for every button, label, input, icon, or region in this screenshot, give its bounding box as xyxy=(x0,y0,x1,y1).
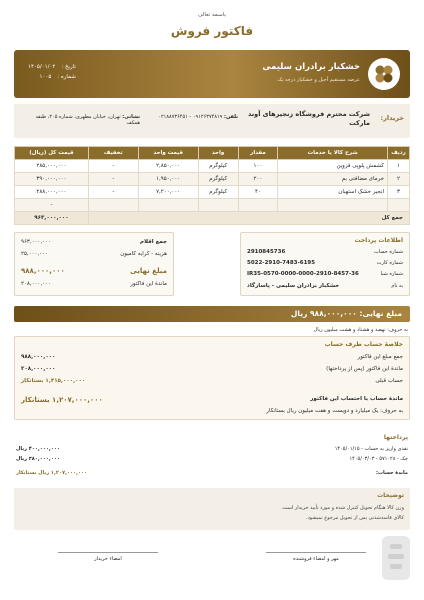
table-cell: ۲۰۰ xyxy=(238,173,278,186)
table-cell: - xyxy=(88,186,138,199)
table-cell: خرمای مضافتی بم xyxy=(278,173,388,186)
table-cell: انجیر خشک استهبان xyxy=(278,186,388,199)
account-invoice-remaining-row xyxy=(21,366,403,372)
notes-box xyxy=(14,488,410,530)
payment-desc: چک - ۵۷۱۰۲۸ - ۱۴۰۵/۰۳/۰۳ xyxy=(349,456,408,462)
table-cell: ۱,۹۵۰,۰۰۰ xyxy=(138,173,198,186)
table-cell: ۷,۲۰۰,۰۰۰ xyxy=(138,186,198,199)
table-cell: ۴۰ xyxy=(238,186,278,199)
payments-title: پرداختها xyxy=(383,434,408,441)
col-header-discount: تخفیف xyxy=(88,147,138,160)
summary-items-total xyxy=(21,239,167,245)
table-cell: ۲۸۵,۰۰۰,۰۰۰ xyxy=(15,160,89,173)
account-invoice-remaining-label: ماندهٔ این فاکتور (پس از پرداختها) xyxy=(326,366,403,372)
payment-sheba-value: IR35-0570-0000-0000-2910-8457-36 xyxy=(247,271,359,277)
notes-line: کالای فاسدشدنی پس از تحویل مرجوع نمیشود. xyxy=(305,515,404,521)
table-cell: - xyxy=(15,199,89,212)
seller-signature: مهر و امضاء فروشنده xyxy=(266,552,366,562)
table-cell: ۳ xyxy=(388,186,410,199)
payment-remaining-value: ۱,۲۰۷,۰۰۰,۰۰۰ ریال بستانکار xyxy=(16,470,88,476)
payment-holder-row xyxy=(247,283,403,289)
invoice-title: فاکتور فروش xyxy=(170,24,254,38)
payment-amount: ۴۰۰,۰۰۰,۰۰۰ ریال xyxy=(16,446,60,452)
payment-account-row xyxy=(247,249,403,255)
app-watermark-icon xyxy=(378,530,414,586)
buyer-phone-value: ۰۹۱۲۶۳۷۴۸۱۹ - ۰۲۱۸۸۷۳۶۴۵۱ xyxy=(158,114,223,120)
invoice-number-label: شماره : xyxy=(57,74,76,80)
items-table xyxy=(14,146,410,225)
account-previous-value: ۱,۴۱۵,۰۰۰,۰۰۰ بستانکار xyxy=(21,378,86,384)
buyer-phone xyxy=(158,114,238,120)
invoice-number: ۱۰۰۵ xyxy=(39,74,52,80)
payment-holder-value: خشکبار برادران سلیمی - پاسارگاد xyxy=(247,283,340,289)
table-cell xyxy=(198,199,238,212)
table-cell xyxy=(278,199,388,212)
company-logo-icon xyxy=(368,58,400,90)
summary-final xyxy=(21,267,167,275)
notes-line: وزن کالا هنگام تحویل کنترل شده و مورد تأیید خریدار است. xyxy=(281,505,404,511)
table-cell: ۲۸۸,۰۰۰,۰۰۰ xyxy=(15,186,89,199)
bismillah-text: باسمه تعالی xyxy=(198,12,226,18)
buyer-phone-label: تلفن: xyxy=(223,114,238,120)
col-header-unit: واحد xyxy=(198,147,238,160)
final-amount-words: به حروف: نهصد و هشتاد و هشت میلیون ریال xyxy=(313,327,408,333)
table-cell: - xyxy=(88,160,138,173)
table-cell xyxy=(88,199,138,212)
table-cell: ۲ xyxy=(388,173,410,186)
payment-row xyxy=(16,456,408,462)
summary-remaining-label: ماندهٔ این فاکتور xyxy=(130,281,167,287)
payment-sheba-row xyxy=(247,271,403,277)
company-header xyxy=(14,50,410,98)
table-cell xyxy=(138,199,198,212)
summary-box xyxy=(14,232,174,296)
payment-card-value: 5022-2910-7483-6195 xyxy=(247,260,316,266)
company-tagline: عرضه مستقیم آجیل و خشکبار درجه یک xyxy=(277,77,360,83)
table-row-empty xyxy=(15,199,410,212)
account-invoice-total-row xyxy=(21,354,403,360)
payment-desc: نقدی واریز به حساب - ۱۴۰۵/۰۱/۱۵ xyxy=(334,446,408,452)
final-amount-bar xyxy=(14,306,410,322)
invoice-date-label: تاریخ : xyxy=(61,64,76,70)
summary-shipping-label: هزینه - کرایه کامیون xyxy=(120,251,167,257)
account-summary-box xyxy=(14,336,410,420)
payment-amount: ۳۸۰,۰۰۰,۰۰۰ ریال xyxy=(16,456,60,462)
table-total-row xyxy=(15,212,410,225)
company-name: خشکبار برادران سلیمی xyxy=(262,62,360,72)
payment-info-title: اطلاعات پرداخت xyxy=(354,237,403,244)
payment-sheba-label: شماره شبا xyxy=(380,271,403,277)
buyer-section xyxy=(14,104,410,138)
table-cell: ۱ xyxy=(388,160,410,173)
notes-title: توضیحات xyxy=(377,492,404,499)
col-header-row-number: ردیف xyxy=(388,147,410,160)
final-amount-label: مبلغ نهایی: ۹۸۸,۰۰۰,۰۰۰ ریال xyxy=(290,309,402,318)
summary-shipping xyxy=(21,251,167,257)
table-cell: کیلوگرم xyxy=(198,173,238,186)
table-row xyxy=(15,173,410,186)
buyer-address-label: نشانی: xyxy=(122,114,140,120)
payment-row xyxy=(16,446,408,452)
buyer-name: شرکت محترم فروشگاه زنجیرهای آوند مارکت xyxy=(247,110,370,127)
buyer-address xyxy=(22,114,140,126)
col-header-description: شرح کالا یا خدمات xyxy=(278,147,388,160)
summary-remaining xyxy=(21,281,167,287)
account-previous-row xyxy=(21,378,403,384)
col-header-total-price: قیمت کل (ریال) xyxy=(15,147,89,160)
table-cell xyxy=(238,199,278,212)
account-previous-label: حساب قبلی xyxy=(375,378,403,384)
table-cell: - xyxy=(88,173,138,186)
table-cell: کیلوگرم xyxy=(198,160,238,173)
nuts-logo-icon xyxy=(368,58,400,90)
summary-items-total-value: ۹۶۳,۰۰۰,۰۰۰ xyxy=(21,239,52,245)
payment-holder-label: به نام xyxy=(391,283,403,289)
payment-card-label: شماره کارت xyxy=(376,260,403,266)
payment-remaining-row xyxy=(16,470,408,476)
summary-shipping-value: ۲۵,۰۰۰,۰۰۰ xyxy=(21,251,49,257)
table-cell: کشمش پلوپی قزوین xyxy=(278,160,388,173)
account-invoice-total-label: جمع مبلغ این فاکتور xyxy=(357,354,403,360)
buyer-address-value: تهران، خیابان مطهری، شماره ۲۰۵، طبقه همکف xyxy=(35,114,140,126)
table-cell xyxy=(388,199,410,212)
account-balance-words: به حروف: یک میلیارد و دویست و هفت میلیون ریال بستانکار xyxy=(266,408,403,414)
payment-info-box xyxy=(240,232,410,296)
account-balance-words-row xyxy=(21,408,403,414)
account-balance-row xyxy=(21,396,403,404)
payment-account-value: 2910845736 xyxy=(247,249,286,255)
account-balance-value: ۱,۲۰۷,۰۰۰,۰۰۰ بستانکار xyxy=(21,396,103,404)
summary-final-label: مبلغ نهایی xyxy=(130,267,167,275)
account-summary-title: خلاصهٔ حساب طرف حساب xyxy=(324,341,403,348)
table-cell: ۲,۸۵۰,۰۰۰ xyxy=(138,160,198,173)
account-balance-label: ماندهٔ حساب با احتساب این فاکتور xyxy=(310,396,403,402)
total-value: ۹۶۳,۰۰۰,۰۰۰ xyxy=(15,212,89,225)
payments-section xyxy=(14,434,410,482)
summary-items-total-label: جمع اقلام xyxy=(139,239,167,245)
payment-card-row xyxy=(247,260,403,266)
col-header-unit-price: قیمت واحد xyxy=(138,147,198,160)
table-row xyxy=(15,160,410,173)
table-cell: کیلوگرم xyxy=(198,186,238,199)
summary-final-value: ۹۸۸,۰۰۰,۰۰۰ xyxy=(21,267,65,275)
total-label: جمع کل xyxy=(88,212,409,225)
account-invoice-remaining-value: ۲۰۸,۰۰۰,۰۰۰ xyxy=(21,366,56,372)
buyer-label: خریدار: xyxy=(380,114,404,122)
summary-remaining-value: ۲۰۸,۰۰۰,۰۰۰ xyxy=(21,281,52,287)
payment-remaining-label: ماندهٔ حساب: xyxy=(375,470,408,476)
col-header-quantity: مقدار xyxy=(238,147,278,160)
table-cell: ۱۰۰ xyxy=(238,160,278,173)
payment-account-label: شماره حساب xyxy=(373,249,403,255)
items-header-row xyxy=(15,147,410,160)
table-row xyxy=(15,186,410,199)
buyer-signature: امضاء خریدار xyxy=(58,552,158,562)
invoice-meta xyxy=(28,62,76,82)
invoice-date: ۱۴۰۵/۰۱/۰۲ xyxy=(28,64,56,70)
table-cell: ۳۹۰,۰۰۰,۰۰۰ xyxy=(15,173,89,186)
account-invoice-total-value: ۹۸۸,۰۰۰,۰۰۰ xyxy=(21,354,56,360)
